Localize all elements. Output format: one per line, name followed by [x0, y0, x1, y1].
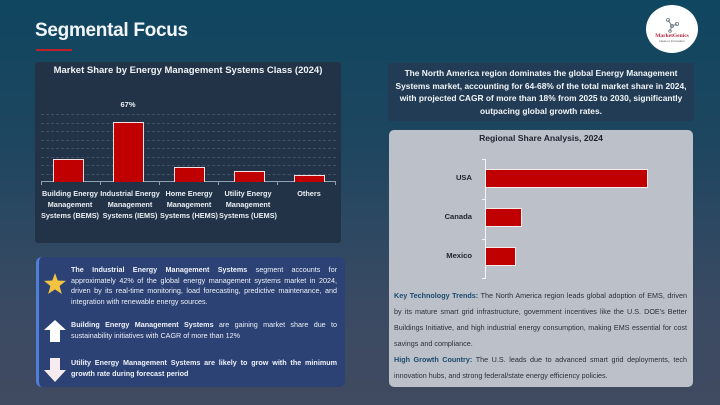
network-nodes-icon	[664, 17, 680, 33]
chart-title: Market Share by Energy Management Systems Class (2024)	[53, 65, 323, 76]
gridline	[41, 165, 336, 166]
axis-tick	[100, 182, 101, 185]
axis-tick	[482, 278, 485, 279]
regional-insights	[394, 288, 687, 384]
axis-tick	[41, 182, 42, 185]
key-points-panel	[36, 257, 345, 387]
logo-tagline: Ideas to Innovation	[659, 39, 685, 44]
star-icon	[44, 273, 66, 294]
page-title: Segmental Focus	[35, 20, 188, 41]
axis-tick	[482, 239, 485, 240]
bar-others	[294, 175, 325, 182]
insight-heading: High Growth Country:	[394, 355, 473, 364]
title-underline	[36, 49, 72, 51]
axis-tick	[218, 182, 219, 185]
axis-tick	[159, 182, 160, 185]
y-label-mexico: Mexico	[446, 251, 472, 260]
y-label-usa: USA	[455, 173, 472, 182]
bar-hems	[174, 167, 205, 182]
regional-chart-title: Regional Share Analysis, 2024	[479, 133, 603, 143]
bar-iems	[113, 122, 144, 182]
bar-iems-value-label: 67%	[120, 100, 136, 109]
insight-body: The U.S. leads due to advanced smart grid deployments, tech innovation hubs, and strong federal/state energy efficiency policies.	[394, 355, 687, 380]
bar-bems	[53, 159, 84, 182]
x-label-hems: Home Energy Management Systems (HEMS)	[160, 189, 218, 220]
x-label-iems: Industrial Energy Management Systems (IEMS)	[100, 189, 160, 220]
bar-usa	[486, 169, 648, 188]
regional-share-panel	[389, 130, 693, 387]
company-logo	[646, 5, 698, 53]
key-point-bold: Building Energy Management Systems	[71, 320, 214, 329]
gridline	[41, 157, 336, 158]
axis-tick	[335, 182, 336, 185]
key-point-utility	[39, 358, 337, 382]
gridline	[41, 131, 336, 132]
gridline	[41, 148, 336, 149]
key-technology-trends	[394, 288, 687, 352]
x-label-bems: Building Energy Management Systems (BEMS)	[41, 189, 99, 220]
segment-share-chart	[35, 62, 341, 243]
key-point-bold: The Industrial Energy Management Systems	[71, 265, 248, 274]
axis-tick	[482, 199, 485, 200]
gridline	[41, 140, 336, 141]
insight-heading: Key Technology Trends:	[394, 291, 479, 300]
north-america-summary: The North America region dominates the global Energy Management Systems market, accounting for 64-68% of the total market share in 2024, with projected CAGR of more than 18% from 2025 to 2030, significantly outpacing global growth rates.	[388, 63, 694, 121]
arrow-down-icon	[44, 358, 66, 382]
gridline	[41, 123, 336, 124]
high-growth-country	[394, 352, 687, 384]
key-point-text: are gaining market share due to sustainability initiatives with CAGR of more than 12%	[71, 320, 337, 340]
insight-body: The North America region leads global adoption of EMS, driven by its mature smart grid infrastructure, government incentives like the U.S. DOE's Better Buildings Initiative, and high industrial energy consumption, making EMS essential for cost savings and compliance.	[394, 291, 687, 348]
axis-tick	[277, 182, 278, 185]
bar-uems	[234, 171, 265, 182]
key-point-building	[39, 320, 337, 342]
axis-tick	[482, 159, 485, 160]
key-point-bold: Utility Energy Management Systems are likely to grow with the minimum growth rate during forecast period	[71, 358, 337, 378]
regional-chart-plot	[444, 159, 675, 279]
x-label-uems: Utility Energy Management Systems (UEMS)	[219, 189, 277, 220]
chart-plot-area	[41, 100, 336, 182]
bar-mexico	[486, 247, 516, 266]
y-label-canada: Canada	[444, 212, 472, 221]
x-label-others: Others	[297, 189, 321, 198]
gridline	[41, 114, 336, 115]
key-point-text: segment accounts for approximately 42% of the global energy management systems market in 2024, driven by its real-time monitoring, load forecasting, predictive maintenance, and integration with renewable energy sources.	[71, 265, 337, 306]
bar-canada	[486, 208, 522, 227]
arrow-up-icon	[44, 320, 66, 342]
key-point-industrial	[39, 265, 337, 307]
logo-name: MarketGenics	[655, 32, 689, 39]
